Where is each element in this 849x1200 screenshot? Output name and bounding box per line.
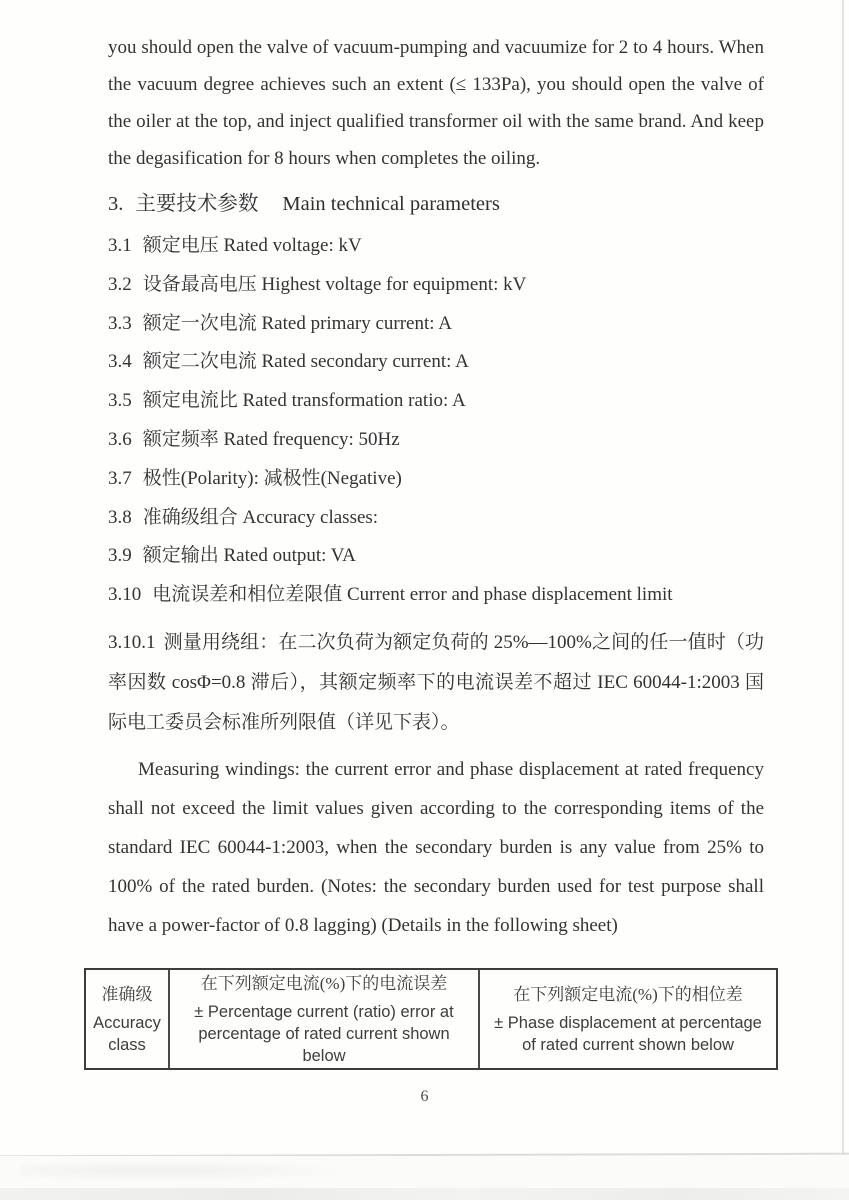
parameter-item-3-10: 3.10 电流误差和相位差限值 Current error and phase displacement limit [108,584,673,606]
table-header-current-error [168,970,478,1068]
paragraph-measuring-windings: Measuring windings: the current error and phase displacement at rated frequency shall not exceed the limit values given according to the corresponding items of the standard IEC 60044-1:2003, when the secondary burden is any value from 25% to 100% of the rated burden. (Notes: the secondary burden used for test purpose shall have a power-factor of 0.8 lagging) (Details in the following sheet) [108,758,764,936]
parameter-item-3-6: 3.6 额定频率 Rated frequency: 50Hz [108,428,400,450]
parameter-item-3-2: 3.2 设备最高电压 Highest voltage for equipment: kV [108,273,527,295]
table-header-phase-displacement [478,970,776,1068]
parameter-item-3-1: 3.1 额定电压 Rated voltage: kV [108,235,362,256]
paragraph-3-10-1 [108,623,764,743]
clause-text-zh: 测量用绕组：在二次负荷为额定负荷的 25%—100%之间的任一值时（功率因数 cosΦ=0.8 滞后），其额定频率下的电流误差不超过 IEC 60044-1:2003 国际电工委员会标准所列限值（详见下表）。 [108,631,764,733]
page-content [108,0,764,945]
scanner-bed-band [0,1188,849,1200]
table-header-current-error-zh: 在下列额定电流(%)下的电流误差 [200,974,448,993]
section-3-title-zh: 主要技术参数 [135,193,259,215]
clause-number: 3.10.1 [108,631,156,653]
table-header-phase-displacement-en: ± Phase displacement at percentage of rated current shown below [494,1014,762,1054]
parameter-item-3-7: 3.7 极性(Polarity): 减极性(Negative) [108,467,402,489]
table-header-accuracy-class [86,970,168,1068]
section-3-title-en: Main technical parameters [282,193,500,215]
parameter-item-3-5: 3.5 额定电流比 Rated transformation ratio: A [108,390,466,412]
table-header-accuracy-class-en: Accuracy class [93,1014,161,1054]
accuracy-class-table [84,968,778,1070]
parameter-item-3-8: 3.8 准确级组合 Accuracy classes: [108,506,379,528]
table-header-phase-displacement-zh: 在下列额定电流(%)下的相位差 [513,985,743,1004]
paragraph-oiling: you should open the valve of vacuum-pumping and vacuumize for 2 to 4 hours. When the vacuum degree achieves such an extent (≤ 133Pa), you should open the valve of the oiler at the top, and inject qualified transformer oil with the same brand. And keep the degasification for 8 hours when completes the oiling. [108,37,764,169]
page-edge-right [842,0,844,1154]
page-number: 6 [420,1088,429,1105]
section-3-heading [108,188,764,220]
parameter-item-3-9: 3.9 额定输出 Rated output: VA [108,545,356,567]
section-3-number: 3. [108,193,124,215]
table-header-accuracy-class-zh: 准确级 [101,985,153,1004]
table-header-current-error-en: ± Percentage current (ratio) error at percentage of rated current shown below [194,1003,454,1065]
parameter-list [108,227,764,615]
parameter-item-3-4: 3.4 额定二次电流 Rated secondary current: A [108,351,469,373]
parameter-item-3-3: 3.3 额定一次电流 Rated primary current: A [108,312,452,334]
scan-smudge [20,1160,360,1182]
